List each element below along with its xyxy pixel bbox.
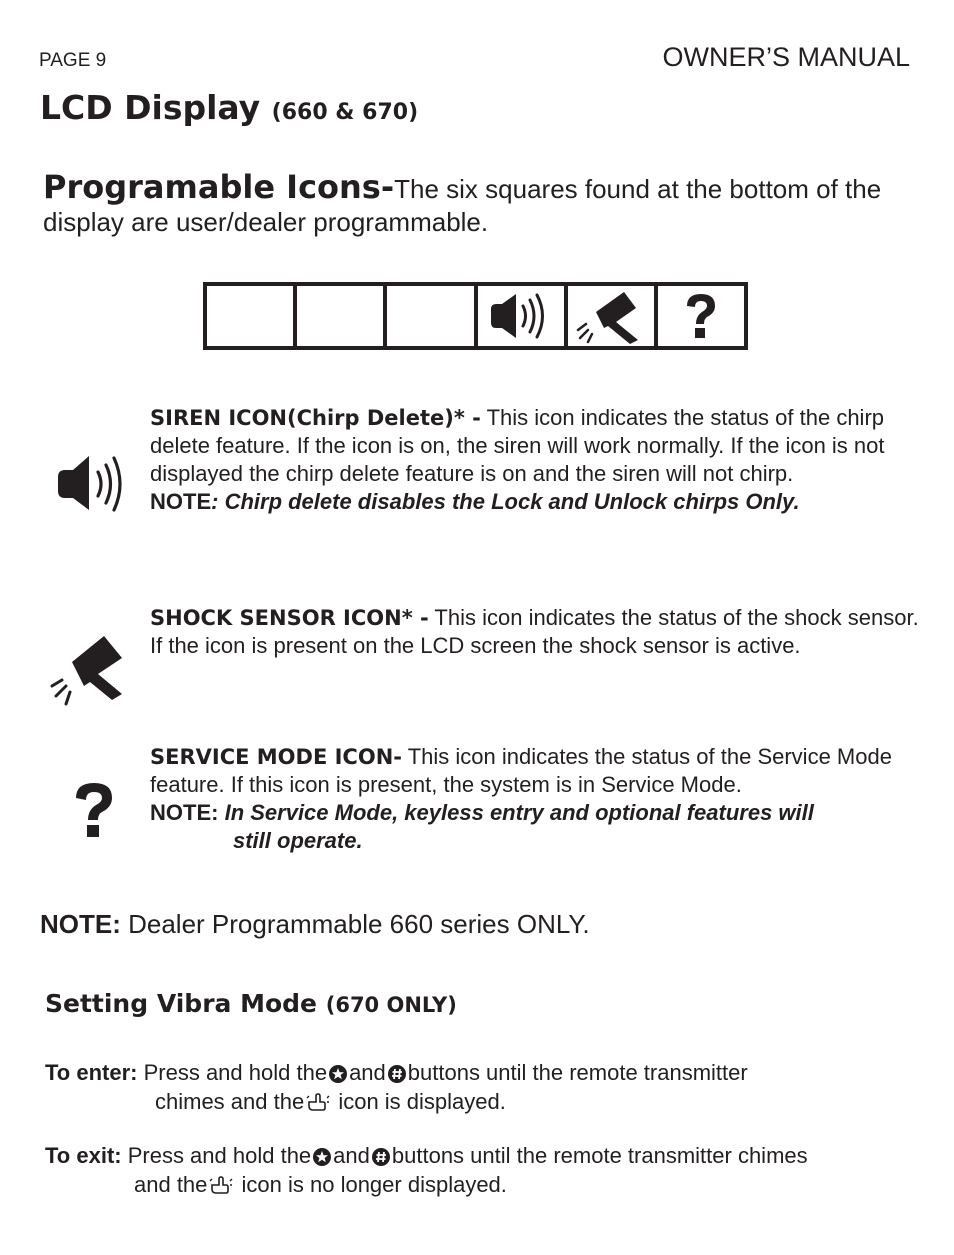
exit-text-1: Press and hold the bbox=[121, 1143, 312, 1168]
service-note-label: NOTE: bbox=[150, 800, 219, 825]
lcd-title-models: (660 & 670) bbox=[271, 100, 419, 125]
lcd-cell-3 bbox=[387, 286, 477, 346]
hash-button-icon bbox=[372, 1148, 390, 1166]
service-description bbox=[150, 743, 920, 855]
enter-text-4: chimes and the bbox=[155, 1089, 305, 1114]
lcd-title-text: LCD Display bbox=[40, 88, 261, 127]
service-note-text-1: In Service Mode, keyless entry and optional features will bbox=[224, 800, 814, 825]
shock-sensor-icon bbox=[48, 632, 128, 706]
enter-text-1: Press and hold the bbox=[137, 1060, 328, 1085]
exit-text-4: and the bbox=[134, 1172, 208, 1197]
enter-text-3: buttons until the remote transmitter bbox=[407, 1060, 748, 1085]
siren-note-text: : Chirp delete disables the Lock and Unlock chirps Only. bbox=[211, 489, 800, 514]
siren-text: This icon indicates the status of the chirp delete feature. If the icon is on, the siren will work normally. If the icon is not displayed the chirp delete feature is on and the siren will not chirp. bbox=[150, 405, 885, 486]
programmable-intro bbox=[43, 168, 923, 239]
vibra-exit-instruction bbox=[45, 1141, 925, 1199]
lcd-cell-service bbox=[658, 286, 744, 346]
question-mark-icon bbox=[681, 291, 721, 341]
shock-description bbox=[150, 604, 920, 660]
lcd-cell-siren bbox=[478, 286, 568, 346]
enter-text-5: icon is displayed. bbox=[332, 1089, 506, 1114]
service-note-text-2: still operate. bbox=[233, 828, 363, 853]
exit-text-3: buttons until the remote transmitter chimes bbox=[391, 1143, 808, 1168]
shock-heading: SHOCK SENSOR ICON* - bbox=[150, 606, 429, 630]
lcd-icon-strip bbox=[203, 282, 748, 350]
exit-text-2: and bbox=[333, 1143, 370, 1168]
siren-description bbox=[150, 404, 920, 516]
star-button-icon bbox=[329, 1065, 347, 1083]
shock-sensor-icon bbox=[574, 288, 648, 344]
vibra-enter-instruction bbox=[45, 1058, 925, 1116]
manual-title: OWNER’S MANUAL bbox=[662, 42, 910, 72]
lcd-cell-1 bbox=[207, 286, 297, 346]
hash-button-icon bbox=[388, 1065, 406, 1083]
vibra-title-models: (670 ONLY) bbox=[325, 993, 457, 1017]
siren-note-label: NOTE bbox=[150, 489, 212, 514]
siren-icon bbox=[55, 452, 129, 514]
programmable-text: The six squares found at the bottom of the display are user/dealer programmable. bbox=[43, 174, 882, 237]
programmable-heading: Programable Icons- bbox=[43, 168, 395, 206]
vibrate-hand-icon bbox=[209, 1175, 233, 1195]
section-title-vibra bbox=[45, 989, 457, 1018]
page-number: PAGE 9 bbox=[39, 50, 107, 71]
shock-text: This icon indicates the status of the shock sensor. If the icon is present on the LCD screen the shock sensor is active. bbox=[150, 605, 919, 658]
exit-label: To exit: bbox=[45, 1143, 122, 1168]
enter-text-2: and bbox=[349, 1060, 386, 1085]
service-heading: SERVICE MODE ICON- bbox=[150, 745, 402, 769]
exit-text-5: icon is no longer displayed. bbox=[235, 1172, 507, 1197]
section-title-lcd bbox=[40, 88, 418, 127]
lcd-cell-2 bbox=[297, 286, 387, 346]
dealer-note-label: NOTE: bbox=[40, 909, 121, 939]
siren-icon bbox=[488, 290, 554, 342]
question-mark-icon bbox=[70, 780, 118, 840]
star-button-icon bbox=[313, 1148, 331, 1166]
vibrate-hand-icon bbox=[306, 1092, 330, 1112]
dealer-note bbox=[40, 909, 590, 940]
dealer-note-text: Dealer Programmable 660 series ONLY. bbox=[120, 909, 590, 939]
lcd-cell-shock bbox=[568, 286, 658, 346]
enter-label: To enter: bbox=[45, 1060, 138, 1085]
service-text: This icon indicates the status of the Service Mode feature. If this icon is present, the system is in Service Mode. bbox=[150, 744, 892, 797]
vibra-title-text: Setting Vibra Mode bbox=[45, 989, 318, 1018]
siren-heading: SIREN ICON(Chirp Delete)* - bbox=[150, 406, 481, 430]
